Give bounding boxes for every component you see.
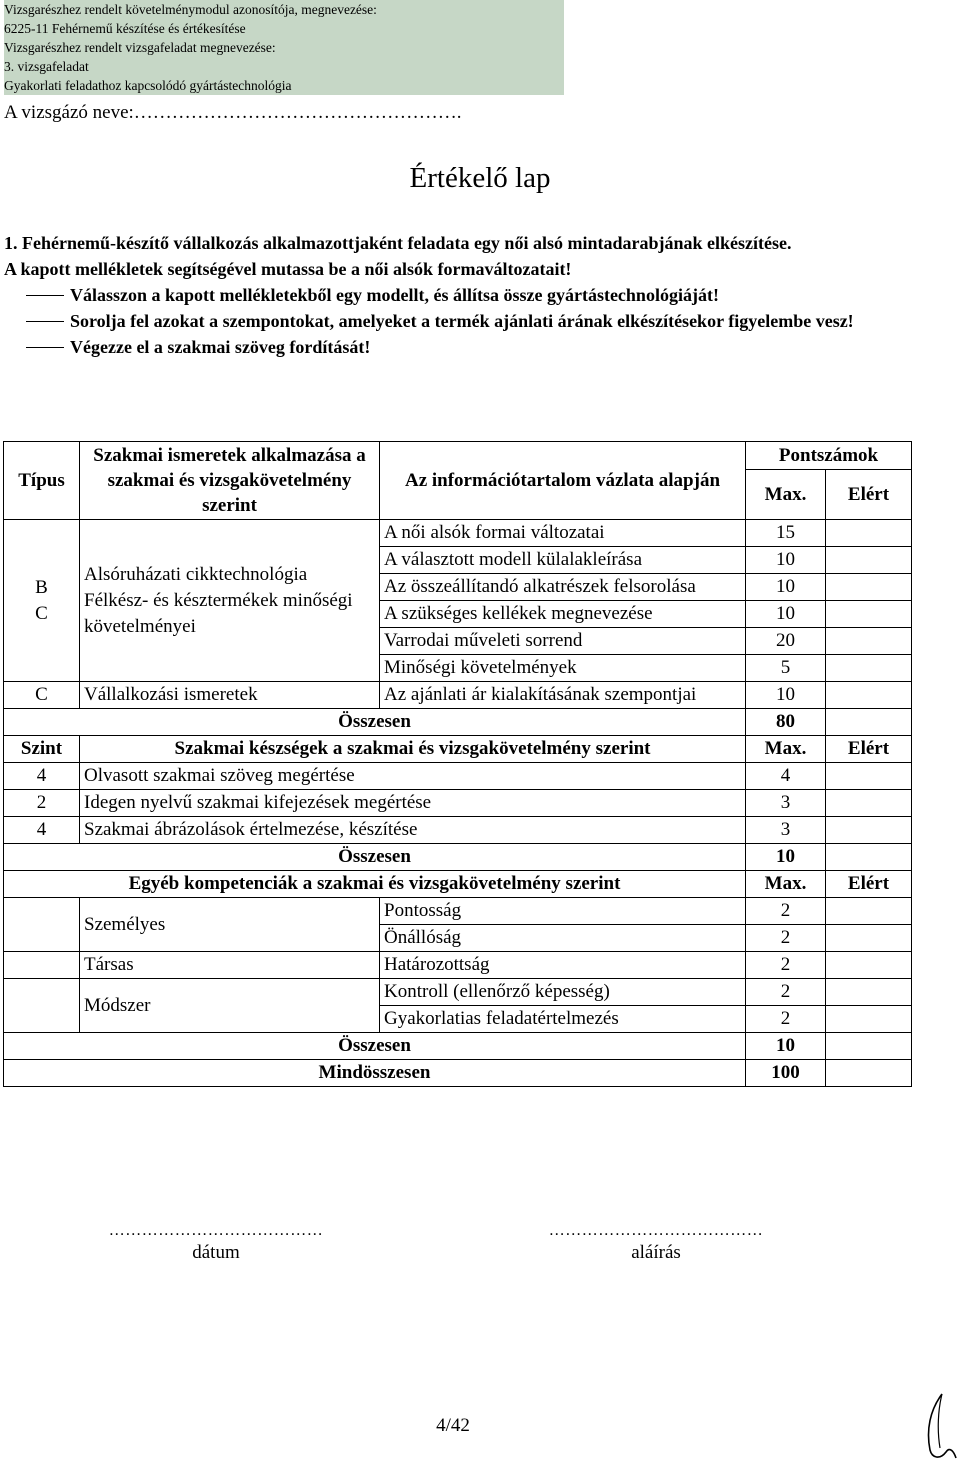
- signature-label: aláírás: [631, 1242, 681, 1263]
- max-score: 15: [746, 520, 826, 547]
- page-number: 4/42: [436, 1415, 470, 1436]
- col-header-max: Max.: [746, 470, 826, 520]
- content-item: A női alsók formai változatai: [380, 520, 746, 547]
- achieved-score-cell[interactable]: [826, 1006, 912, 1033]
- content-item: Minőségi követelmények: [380, 655, 746, 682]
- max-score: 2: [746, 898, 826, 925]
- date-line[interactable]: …………………………………: [108, 1222, 324, 1239]
- total-max: 80: [746, 709, 826, 736]
- dash-icon: [26, 295, 64, 296]
- content-item: A szükséges kellékek megnevezése: [380, 601, 746, 628]
- page-title: Értékelő lap: [409, 162, 551, 194]
- achieved-score-cell[interactable]: [826, 952, 912, 979]
- competency-item: Határozottság: [380, 952, 746, 979]
- max-score: 5: [746, 655, 826, 682]
- col-header-type: Típus: [4, 442, 80, 520]
- max-score: 2: [746, 1006, 826, 1033]
- task-bullet: Sorolja fel azokat a szempontokat, amelyeket a termék ajánlati árának elkészítésekor figyelembe vesz!: [4, 308, 908, 334]
- content-item: Varrodai műveleti sorrend: [380, 628, 746, 655]
- competency-category: Módszer: [80, 979, 380, 1033]
- achieved-score-cell[interactable]: [826, 817, 912, 844]
- competency-item: Pontosság: [380, 898, 746, 925]
- achieved-score-cell[interactable]: [826, 547, 912, 574]
- achieved-score-cell[interactable]: [826, 682, 912, 709]
- content-item: A választott modell külalakleírása: [380, 547, 746, 574]
- handwritten-initial: [920, 1390, 958, 1462]
- max-score: 10: [746, 574, 826, 601]
- col-header-achieved: Elért: [826, 736, 912, 763]
- header-line: Vizsgarészhez rendelt vizsgafeladat megnevezése:: [4, 40, 276, 55]
- skill-item: Szakmai ábrázolások értelmezése, készítése: [80, 817, 746, 844]
- total-label: Összesen: [4, 709, 746, 736]
- task-description: [4, 230, 908, 360]
- document-header: [4, 0, 564, 95]
- achieved-score-cell[interactable]: [826, 844, 912, 871]
- header-line: Vizsgarészhez rendelt követelménymodul azonosítója, megnevezése:: [4, 2, 377, 17]
- max-score: 10: [746, 547, 826, 574]
- max-score: 10: [746, 682, 826, 709]
- achieved-score-cell[interactable]: [826, 655, 912, 682]
- level-cell: 2: [4, 790, 80, 817]
- col-header-achieved: Elért: [826, 871, 912, 898]
- competency-item: Önállóság: [380, 925, 746, 952]
- date-signature-block: [86, 1222, 346, 1264]
- total-max: 10: [746, 844, 826, 871]
- max-score: 3: [746, 790, 826, 817]
- achieved-score-cell[interactable]: [826, 925, 912, 952]
- competency-item: Kontroll (ellenőrző képesség): [380, 979, 746, 1006]
- col-header-achieved: Elért: [826, 470, 912, 520]
- dash-icon: [26, 321, 64, 322]
- knowledge-cell: Vállalkozási ismeretek: [80, 682, 380, 709]
- col-header-level: Szint: [4, 736, 80, 763]
- grand-total-max: 100: [746, 1060, 826, 1087]
- competency-category: Társas: [80, 952, 380, 979]
- type-cell: C: [4, 682, 80, 709]
- competency-category: Személyes: [80, 898, 380, 952]
- col-header-competencies: Egyéb kompetenciák a szakmai és vizsgakövetelmény szerint: [4, 871, 746, 898]
- dash-icon: [26, 347, 64, 348]
- header-line: 3. vizsgafeladat: [4, 59, 89, 74]
- achieved-score-cell[interactable]: [826, 574, 912, 601]
- max-score: 2: [746, 925, 826, 952]
- total-max: 10: [746, 1033, 826, 1060]
- max-score: 4: [746, 763, 826, 790]
- col-header-max: Max.: [746, 736, 826, 763]
- max-score: 2: [746, 979, 826, 1006]
- achieved-score-cell[interactable]: [826, 601, 912, 628]
- content-item: Az ajánlati ár kialakításának szempontjai: [380, 682, 746, 709]
- spacer-cell: [4, 979, 80, 1033]
- col-header-skills: Szakmai készségek a szakmai és vizsgakövetelmény szerint: [80, 736, 746, 763]
- signature-block: [526, 1222, 786, 1264]
- col-header-knowledge: Szakmai ismeretek alkalmazása a szakmai és vizsgakövetelmény szerint: [80, 442, 380, 520]
- total-label: Összesen: [4, 844, 746, 871]
- achieved-score-cell[interactable]: [826, 763, 912, 790]
- knowledge-cell: Alsóruházati cikktechnológia Félkész- és késztermékek minőségi követelményei: [80, 520, 380, 682]
- achieved-score-cell[interactable]: [826, 520, 912, 547]
- task-bullet: Végezze el a szakmai szöveg fordítását!: [4, 334, 908, 360]
- max-score: 2: [746, 952, 826, 979]
- col-header-points: Pontszámok: [746, 442, 912, 470]
- header-line: Gyakorlati feladathoz kapcsolódó gyártástechnológia: [4, 78, 292, 93]
- spacer-cell: [4, 952, 80, 979]
- signature-line[interactable]: …………………………………: [548, 1222, 764, 1239]
- achieved-score-cell[interactable]: [826, 790, 912, 817]
- achieved-score-cell[interactable]: [826, 628, 912, 655]
- level-cell: 4: [4, 817, 80, 844]
- level-cell: 4: [4, 763, 80, 790]
- skill-item: Olvasott szakmai szöveg megértése: [80, 763, 746, 790]
- competency-item: Gyakorlatias feladatértelmezés: [380, 1006, 746, 1033]
- header-line: 6225-11 Fehérnemű készítése és értékesítése: [4, 21, 246, 36]
- date-label: dátum: [192, 1242, 240, 1263]
- achieved-score-cell[interactable]: [826, 1060, 912, 1087]
- skill-item: Idegen nyelvű szakmai kifejezések megértése: [80, 790, 746, 817]
- task-bullet: Válasszon a kapott mellékletekből egy modellt, és állítsa össze gyártástechnológiáját!: [4, 282, 908, 308]
- achieved-score-cell[interactable]: [826, 709, 912, 736]
- max-score: 10: [746, 601, 826, 628]
- type-cell: B C: [4, 520, 80, 682]
- task-intro: 1. Fehérnemű-készítő vállalkozás alkalmazottjaként feladata egy női alsó mintadarabjának elkészítése.: [4, 233, 792, 253]
- grand-total-label: Mindösszesen: [4, 1060, 746, 1087]
- total-label: Összesen: [4, 1033, 746, 1060]
- task-line: A kapott mellékletek segítségével mutassa be a női alsók formaváltozatait!: [4, 259, 572, 279]
- achieved-score-cell[interactable]: [826, 898, 912, 925]
- achieved-score-cell[interactable]: [826, 979, 912, 1006]
- content-item: Az összeállítandó alkatrészek felsorolása: [380, 574, 746, 601]
- evaluation-table: [3, 441, 912, 1087]
- max-score: 20: [746, 628, 826, 655]
- col-header-content: Az információtartalom vázlata alapján: [380, 442, 746, 520]
- col-header-max: Max.: [746, 871, 826, 898]
- achieved-score-cell[interactable]: [826, 1033, 912, 1060]
- spacer-cell: [4, 898, 80, 952]
- max-score: 3: [746, 817, 826, 844]
- examinee-name-field: A vizsgázó neve:…………………………………………….: [4, 102, 462, 123]
